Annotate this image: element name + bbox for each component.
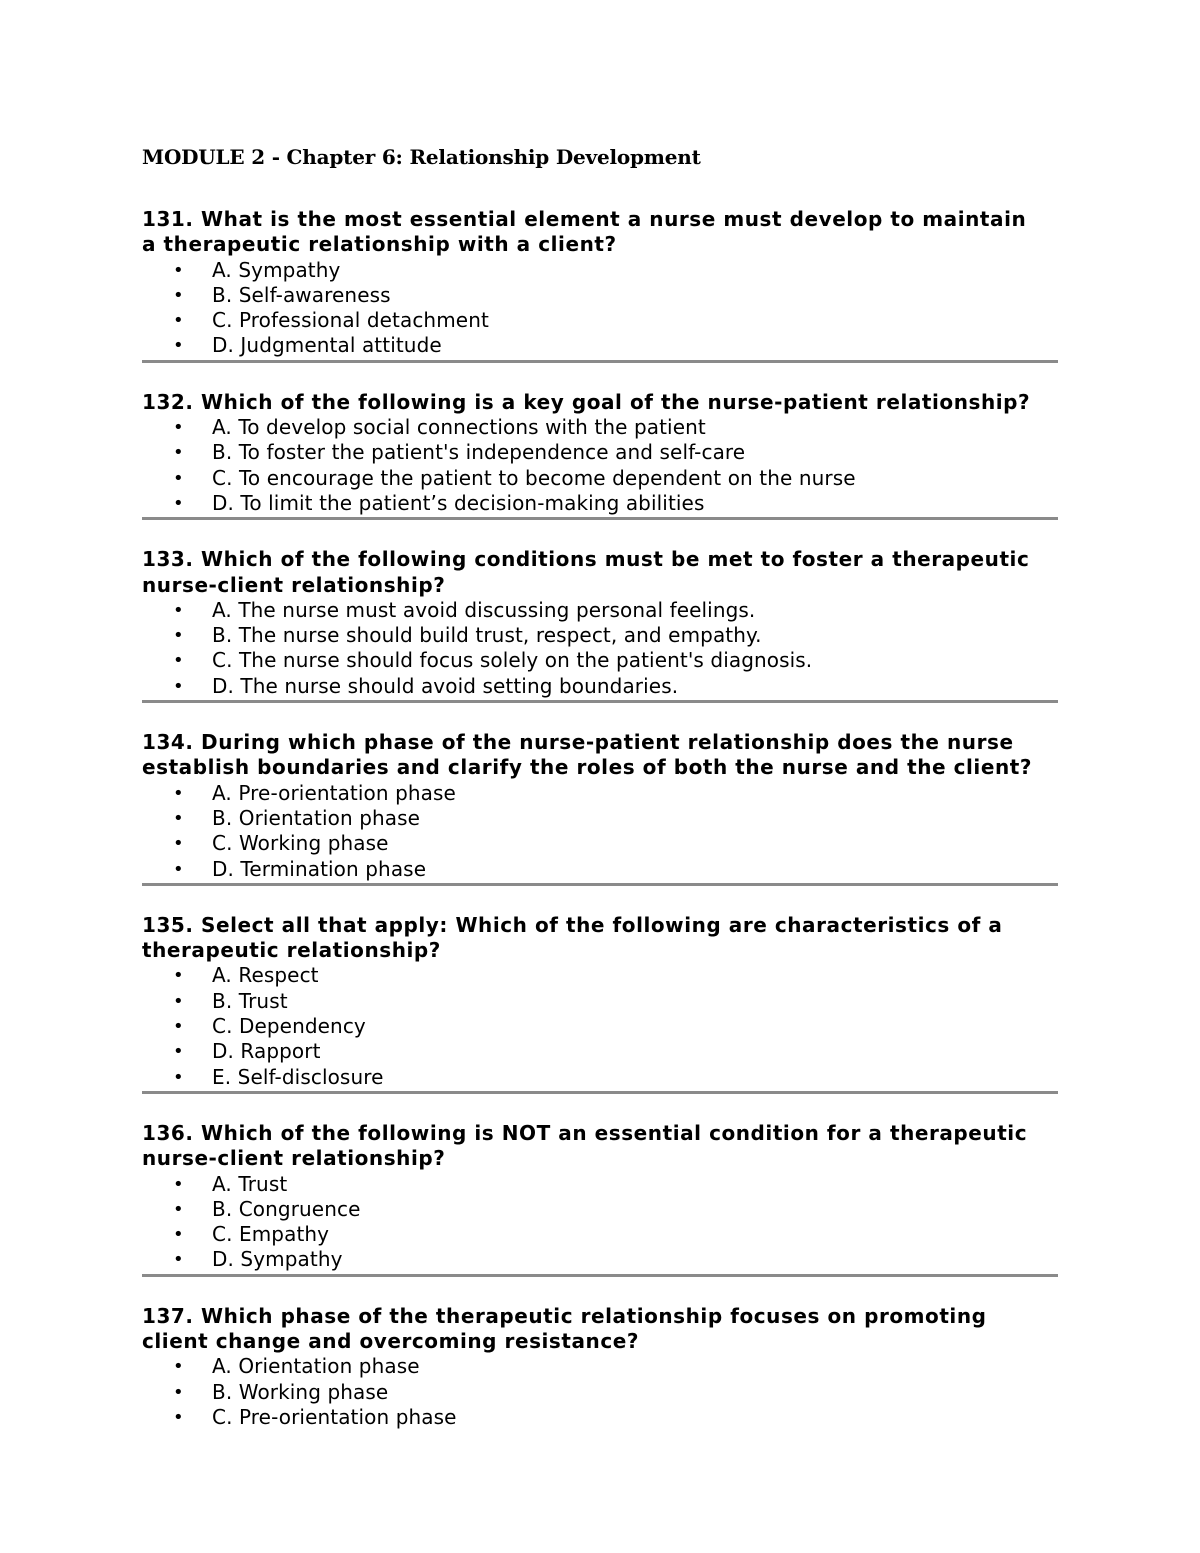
answer-option-text: C. Dependency — [212, 1014, 366, 1039]
question-text-line: 133. Which of the following conditions must be met to foster a therapeutic — [142, 547, 1030, 572]
answer-option — [142, 415, 1058, 440]
bullet-icon: • — [173, 858, 184, 880]
answer-option — [142, 1222, 1058, 1247]
question-134 — [142, 730, 1058, 886]
divider — [142, 517, 1058, 520]
question-text-line: nurse-client relationship? — [142, 1146, 446, 1171]
bullet-icon: • — [173, 625, 184, 647]
answer-option — [142, 1065, 1058, 1090]
answer-option-text: D. Rapport — [212, 1039, 321, 1064]
bullet-icon: • — [173, 1406, 184, 1428]
bullet-icon: • — [173, 335, 184, 357]
question-text — [142, 207, 1058, 258]
answer-option-text: C. To encourage the patient to become dependent on the nurse — [212, 465, 856, 490]
answer-option — [142, 989, 1058, 1014]
bullet-icon: • — [173, 492, 184, 514]
answer-option-text: B. Orientation phase — [212, 805, 421, 830]
answer-option — [142, 308, 1058, 333]
answer-option — [142, 1405, 1058, 1430]
answer-option-text: A. Respect — [212, 963, 319, 988]
question-text-line: client change and overcoming resistance? — [142, 1328, 639, 1353]
divider — [142, 700, 1058, 703]
answer-option-text: B. Working phase — [212, 1379, 389, 1404]
answer-option — [142, 1380, 1058, 1405]
question-text-line: therapeutic relationship? — [142, 938, 441, 963]
divider — [142, 1091, 1058, 1094]
question-list — [142, 207, 1058, 1430]
answer-option — [142, 598, 1058, 623]
question-text-line: 135. Select all that apply: Which of the following are characteristics of a — [142, 912, 1003, 937]
question-text-line: 131. What is the most essential element a nurse must develop to maintain — [142, 207, 1027, 231]
answer-options — [142, 598, 1058, 699]
answer-option-text: B. Self-awareness — [212, 282, 391, 307]
divider — [142, 1274, 1058, 1277]
question-136 — [142, 1121, 1058, 1277]
bullet-icon: • — [173, 284, 184, 306]
answer-option-text: C. Professional detachment — [212, 308, 489, 333]
answer-options — [142, 1172, 1058, 1273]
bullet-icon: • — [173, 1224, 184, 1246]
question-text-line: establish boundaries and clarify the roles of both the nurse and the client? — [142, 755, 1033, 780]
question-text-line: 134. During which phase of the nurse-patient relationship does the nurse — [142, 730, 1014, 755]
answer-option — [142, 963, 1058, 988]
answer-option — [142, 466, 1058, 491]
answer-options — [142, 258, 1058, 359]
bullet-icon: • — [173, 599, 184, 621]
answer-option — [142, 333, 1058, 358]
answer-option-text: D. To limit the patient’s decision-making abilities — [212, 490, 705, 515]
answer-option — [142, 1197, 1058, 1222]
answer-option-text: D. Termination phase — [212, 856, 427, 881]
answer-option-text: C. Pre-orientation phase — [212, 1404, 457, 1429]
bullet-icon: • — [173, 1041, 184, 1063]
answer-option-text: C. The nurse should focus solely on the patient's diagnosis. — [212, 648, 813, 673]
bullet-icon: • — [173, 990, 184, 1012]
answer-option-text: B. Congruence — [212, 1196, 361, 1221]
answer-option — [142, 1247, 1058, 1272]
divider — [142, 883, 1058, 886]
bullet-icon: • — [173, 1249, 184, 1271]
answer-option — [142, 648, 1058, 673]
answer-option-text: A. Trust — [212, 1171, 288, 1196]
answer-option-text: B. The nurse should build trust, respect, and empathy. — [212, 623, 762, 648]
answer-option-text: D. The nurse should avoid setting boundaries. — [212, 673, 679, 698]
bullet-icon: • — [173, 259, 184, 281]
question-text — [142, 730, 1058, 781]
answer-option — [142, 674, 1058, 699]
question-131 — [142, 207, 1058, 363]
answer-option-text: A. Orientation phase — [212, 1354, 420, 1379]
question-text-line: 136. Which of the following is NOT an essential condition for a therapeutic — [142, 1120, 1028, 1145]
question-135 — [142, 913, 1058, 1094]
divider — [142, 360, 1058, 363]
question-137 — [142, 1304, 1058, 1430]
answer-option-text: E. Self-disclosure — [212, 1064, 384, 1089]
document-page — [142, 143, 1058, 1430]
answer-options — [142, 1354, 1058, 1430]
answer-option-text: A. The nurse must avoid discussing personal feelings. — [212, 597, 756, 622]
answer-options — [142, 781, 1058, 882]
bullet-icon: • — [173, 965, 184, 987]
answer-option-text: C. Working phase — [212, 831, 389, 856]
answer-option — [142, 781, 1058, 806]
answer-option — [142, 806, 1058, 831]
answer-option — [142, 1172, 1058, 1197]
bullet-icon: • — [173, 310, 184, 332]
bullet-icon: • — [173, 417, 184, 439]
answer-option — [142, 1039, 1058, 1064]
answer-option — [142, 258, 1058, 283]
question-text — [142, 913, 1058, 964]
bullet-icon: • — [173, 1016, 184, 1038]
answer-option-text: B. To foster the patient's independence and self-care — [212, 440, 746, 465]
bullet-icon: • — [173, 1381, 184, 1403]
answer-option — [142, 440, 1058, 465]
bullet-icon: • — [173, 675, 184, 697]
bullet-icon: • — [173, 650, 184, 672]
answer-option-text: D. Judgmental attitude — [212, 333, 442, 358]
bullet-icon: • — [173, 833, 184, 855]
answer-option — [142, 857, 1058, 882]
answer-option — [142, 1354, 1058, 1379]
page-title: MODULE 2 - Chapter 6: Relationship Development — [142, 145, 701, 169]
question-text-line: 132. Which of the following is a key goal of the nurse-patient relationship? — [142, 389, 1031, 414]
bullet-icon: • — [173, 807, 184, 829]
question-text-line: 137. Which phase of the therapeutic relationship focuses on promoting — [142, 1303, 987, 1328]
bullet-icon: • — [173, 1066, 184, 1088]
question-text — [142, 547, 1058, 598]
question-text — [142, 1121, 1058, 1172]
question-132 — [142, 390, 1058, 520]
answer-option-text: D. Sympathy — [212, 1247, 343, 1272]
question-text-line: a therapeutic relationship with a client? — [142, 232, 617, 257]
bullet-icon: • — [173, 1173, 184, 1195]
answer-option — [142, 283, 1058, 308]
answer-option — [142, 831, 1058, 856]
answer-option — [142, 491, 1058, 516]
bullet-icon: • — [173, 782, 184, 804]
answer-options — [142, 963, 1058, 1089]
answer-options — [142, 415, 1058, 516]
bullet-icon: • — [173, 1356, 184, 1378]
bullet-icon: • — [173, 1198, 184, 1220]
answer-option — [142, 1014, 1058, 1039]
answer-option-text: A. Pre-orientation phase — [212, 780, 456, 805]
answer-option — [142, 623, 1058, 648]
answer-option-text: A. Sympathy — [212, 257, 341, 282]
answer-option-text: B. Trust — [212, 988, 288, 1013]
bullet-icon: • — [173, 467, 184, 489]
answer-option-text: A. To develop social connections with the patient — [212, 415, 706, 440]
question-text — [142, 390, 1058, 415]
answer-option-text: C. Empathy — [212, 1222, 330, 1247]
question-text-line: nurse-client relationship? — [142, 572, 446, 597]
question-133 — [142, 547, 1058, 703]
question-text — [142, 1304, 1058, 1355]
bullet-icon: • — [173, 442, 184, 464]
